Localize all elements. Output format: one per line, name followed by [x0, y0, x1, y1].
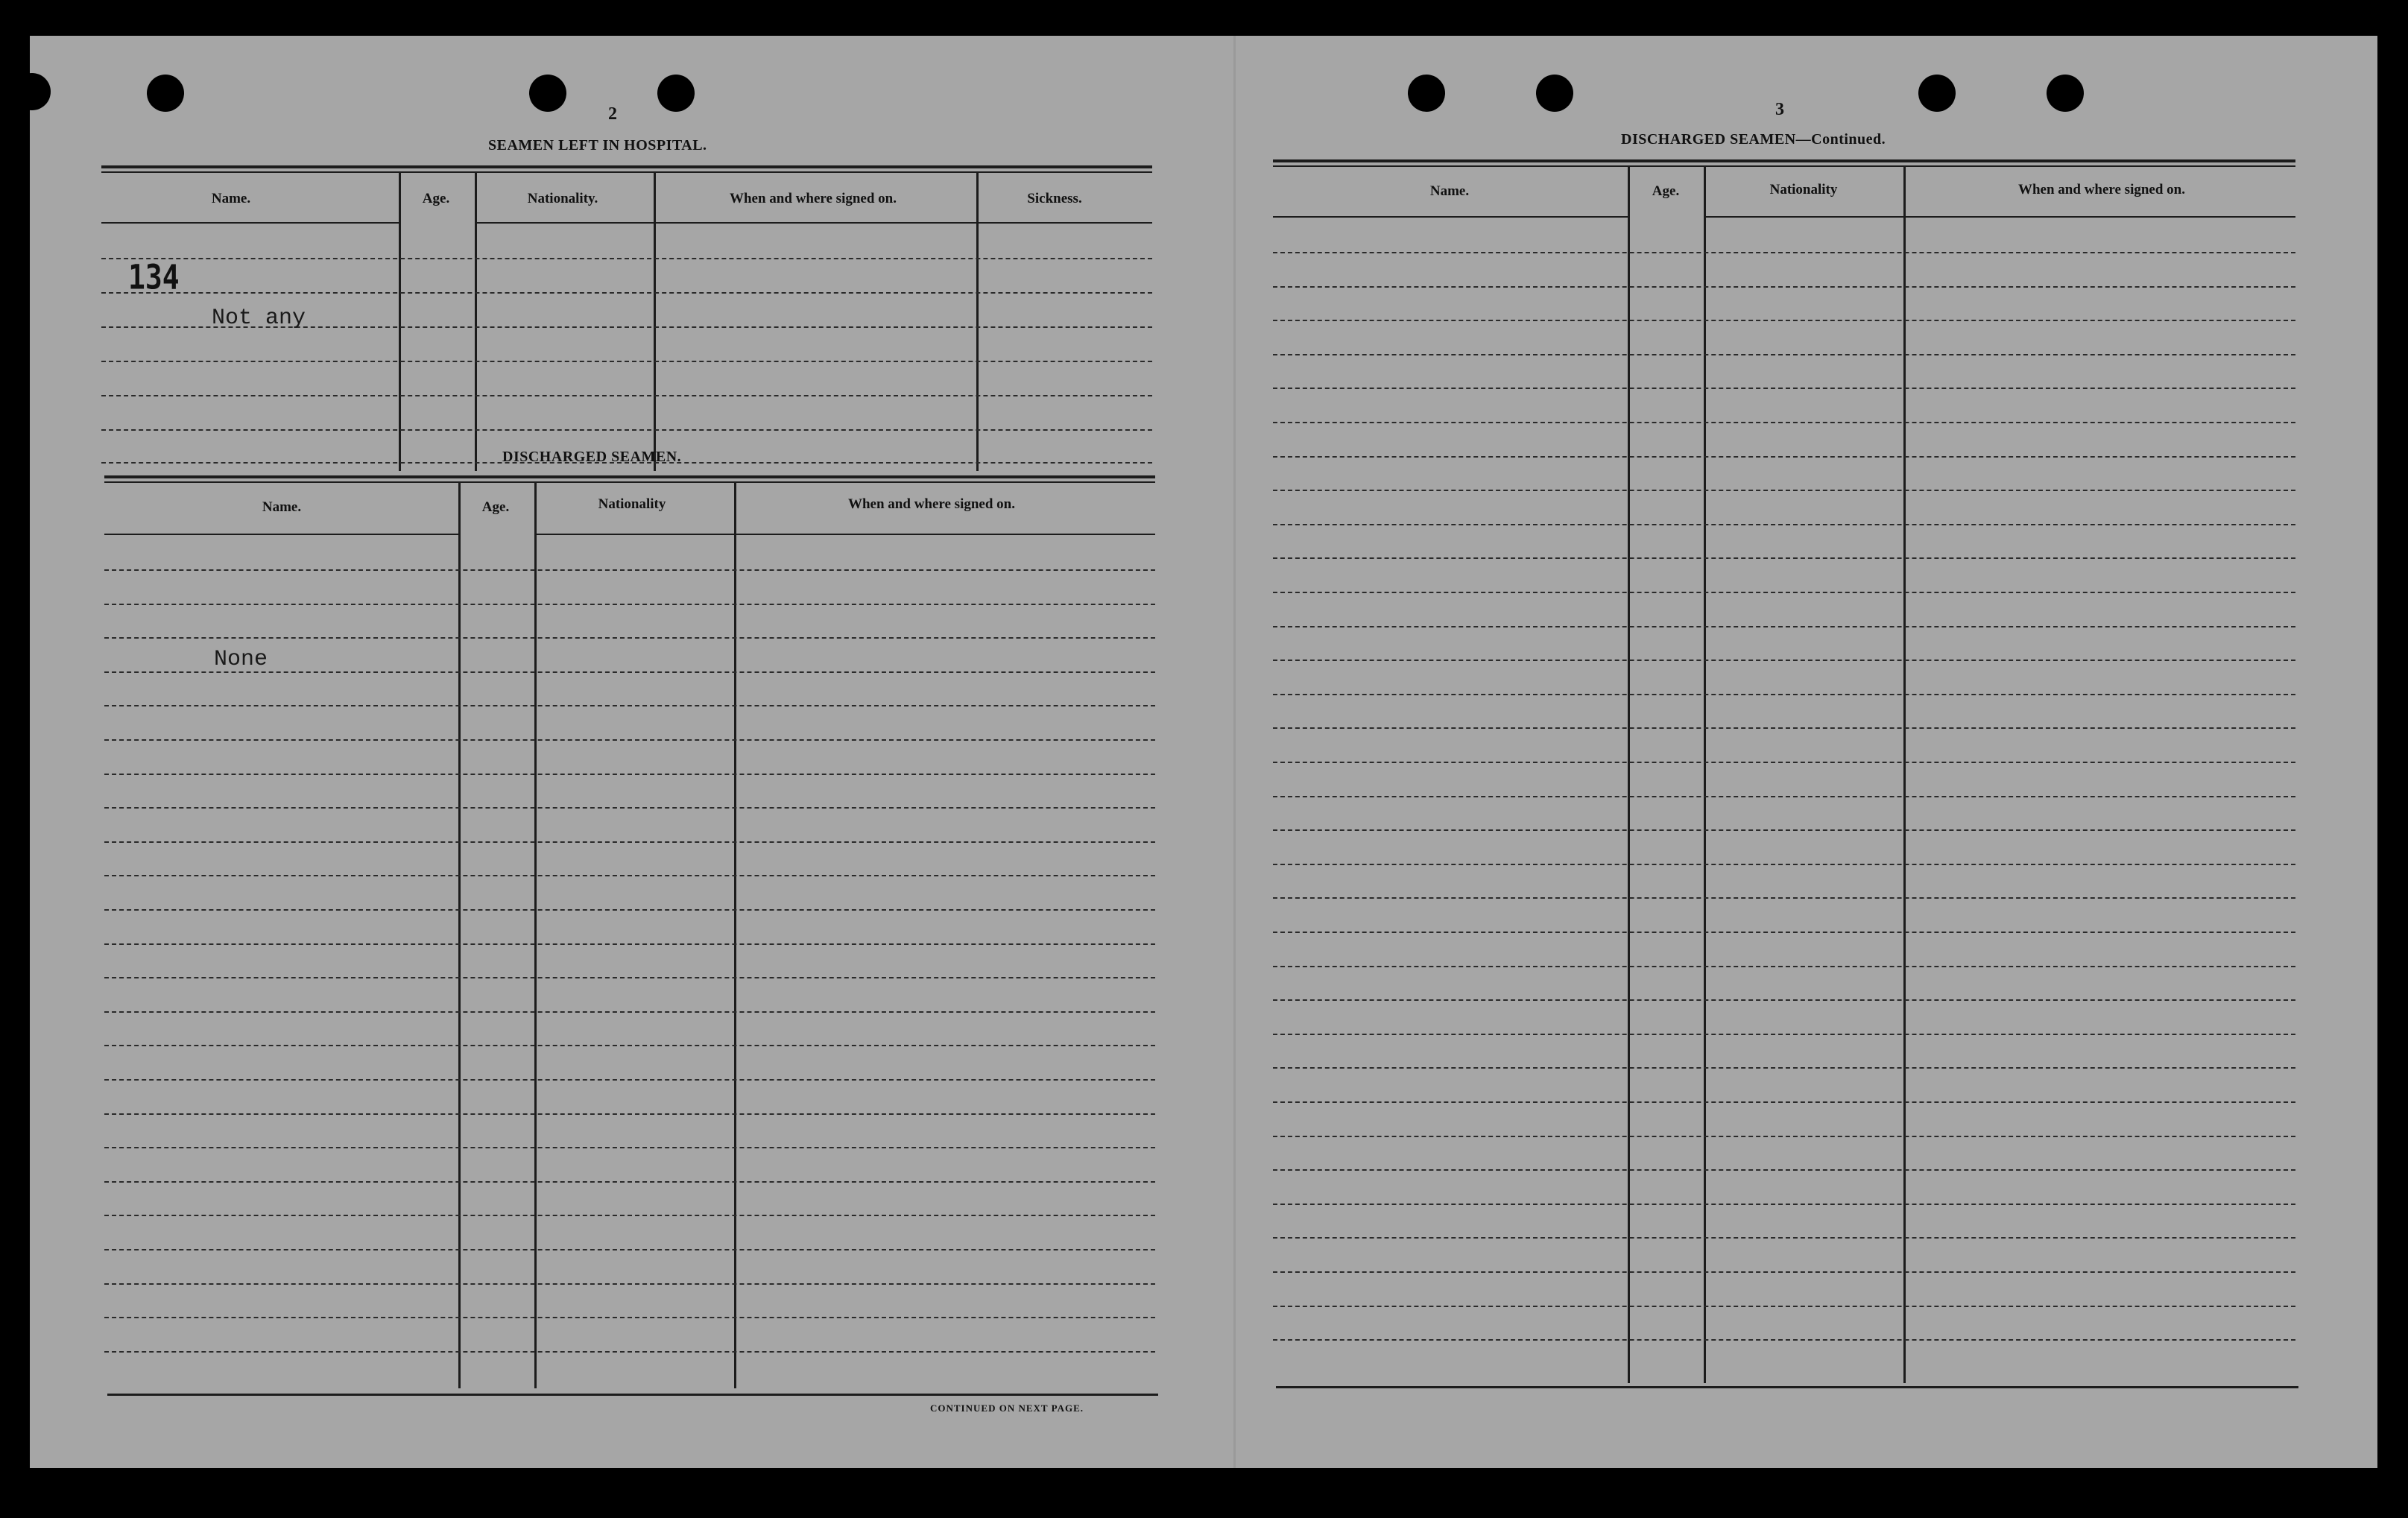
- discharged-row-line: [104, 671, 1155, 673]
- right-row-line: [1273, 694, 2295, 695]
- continued-footer: CONTINUED ON NEXT PAGE.: [930, 1402, 1084, 1414]
- punch-hole: [2047, 75, 2084, 112]
- hospital-header-underline: [477, 222, 654, 224]
- right-row-line: [1273, 829, 2295, 831]
- discharged-table-top-rule-2: [104, 481, 1155, 483]
- right-row-line: [1273, 999, 2295, 1001]
- right-row-line: [1273, 1101, 2295, 1103]
- punch-hole: [30, 73, 51, 110]
- right-row-line: [1273, 660, 2295, 661]
- right-row-line: [1273, 252, 2295, 253]
- punch-hole: [1536, 75, 1573, 112]
- hospital-section-title: SEAMEN LEFT IN HOSPITAL.: [488, 137, 707, 154]
- right-row-line: [1273, 1339, 2295, 1341]
- right-row-line: [1273, 456, 2295, 458]
- page-fold: [1233, 36, 1236, 1468]
- right-col-age: Age.: [1652, 183, 1680, 199]
- right-row-line: [1273, 524, 2295, 525]
- hospital-header-underline: [979, 222, 1152, 224]
- right-row-line: [1273, 592, 2295, 593]
- right-row-line: [1273, 897, 2295, 899]
- right-col-name: Name.: [1429, 183, 1470, 199]
- right-row-line: [1273, 1204, 2295, 1205]
- discharged-row-line: [104, 1079, 1155, 1081]
- hospital-table-top-rule: [101, 165, 1152, 168]
- left-page-number: 2: [608, 104, 617, 124]
- hospital-col-signed-on: When and where signed on.: [729, 191, 897, 206]
- right-row-line: [1273, 354, 2295, 355]
- right-col-divider: [1628, 167, 1630, 1383]
- discharged-row-line: [104, 1351, 1155, 1353]
- discharged-entry-text: None: [214, 647, 268, 672]
- discharged-row-line: [104, 1283, 1155, 1285]
- discharged-row-line: [104, 637, 1155, 639]
- right-row-line: [1273, 1237, 2295, 1239]
- discharged-row-line: [104, 604, 1155, 605]
- discharged-row-line: [104, 739, 1155, 741]
- hospital-header-underline: [101, 222, 399, 224]
- discharged-row-line: [104, 705, 1155, 706]
- hospital-col-divider: [475, 173, 477, 471]
- hospital-col-nationality: Nationality.: [527, 191, 598, 206]
- hospital-col-divider: [399, 173, 401, 471]
- right-page-number: 3: [1775, 100, 1784, 119]
- punch-hole: [1408, 75, 1445, 112]
- hospital-col-divider: [976, 173, 979, 471]
- discharged-table-top-rule: [104, 475, 1155, 478]
- right-col-divider: [1903, 167, 1906, 1383]
- right-table-bottom-rule: [1276, 1386, 2298, 1388]
- hospital-row-line: [101, 258, 1152, 259]
- right-row-line: [1273, 286, 2295, 288]
- discharged-row-line: [104, 875, 1155, 876]
- right-col-nationality: Nationality: [1769, 182, 1838, 197]
- discharged-row-line: [104, 943, 1155, 945]
- discharged-col-nationality: Nationality: [598, 496, 666, 512]
- document-sheet: [30, 36, 2377, 1468]
- right-table-top-rule-2: [1273, 165, 2295, 167]
- hospital-row-line: [101, 292, 1152, 294]
- discharged-row-line: [104, 807, 1155, 809]
- discharged-row-line: [104, 569, 1155, 571]
- discharged-col-age: Age.: [481, 499, 510, 515]
- hospital-col-divider: [654, 173, 656, 471]
- right-row-line: [1273, 727, 2295, 729]
- hospital-col-age: Age.: [422, 191, 450, 206]
- right-row-line: [1273, 1306, 2295, 1307]
- right-row-line: [1273, 762, 2295, 763]
- right-row-line: [1273, 320, 2295, 321]
- discharged-col-signed-on: When and where signed on.: [847, 496, 1016, 512]
- right-row-line: [1273, 932, 2295, 933]
- right-col-divider: [1704, 167, 1706, 1383]
- hospital-col-name: Name.: [211, 191, 251, 206]
- right-row-line: [1273, 557, 2295, 559]
- right-section-title: DISCHARGED SEAMEN—Continued.: [1621, 131, 1886, 148]
- hospital-table-top-rule-2: [101, 171, 1152, 173]
- discharged-row-line: [104, 1215, 1155, 1216]
- right-row-line: [1273, 1271, 2295, 1273]
- discharged-row-line: [104, 1113, 1155, 1115]
- discharged-row-line: [104, 909, 1155, 911]
- hospital-row-line: [101, 361, 1152, 362]
- right-row-line: [1273, 864, 2295, 865]
- discharged-row-line: [104, 1011, 1155, 1013]
- right-row-line: [1273, 1169, 2295, 1171]
- right-row-line: [1273, 490, 2295, 491]
- discharged-col-divider: [458, 483, 461, 1388]
- discharged-row-line: [104, 774, 1155, 775]
- hospital-entry-text: Not any: [212, 306, 306, 331]
- right-table-top-rule: [1273, 159, 2295, 162]
- discharged-row-line: [104, 1317, 1155, 1318]
- discharged-col-divider: [734, 483, 736, 1388]
- discharged-header-underline: [537, 534, 734, 535]
- discharged-row-line: [104, 977, 1155, 978]
- handwritten-number: 134: [128, 257, 180, 297]
- discharged-table-bottom-rule: [107, 1394, 1158, 1396]
- hospital-row-line: [101, 429, 1152, 431]
- right-row-line: [1273, 796, 2295, 797]
- discharged-header-underline: [736, 534, 1155, 535]
- discharged-row-line: [104, 841, 1155, 843]
- right-row-line: [1273, 966, 2295, 967]
- discharged-row-line: [104, 1249, 1155, 1250]
- right-header-underline: [1906, 216, 2295, 218]
- discharged-row-line: [104, 1147, 1155, 1148]
- hospital-header-underline: [656, 222, 976, 224]
- punch-hole: [529, 75, 566, 112]
- right-row-line: [1273, 1067, 2295, 1069]
- right-row-line: [1273, 1136, 2295, 1137]
- discharged-section-title: DISCHARGED SEAMEN.: [502, 449, 682, 465]
- discharged-header-underline: [104, 534, 458, 535]
- right-row-line: [1273, 388, 2295, 389]
- right-row-line: [1273, 1034, 2295, 1035]
- hospital-col-sickness: Sickness.: [1027, 191, 1082, 206]
- discharged-row-line: [104, 1181, 1155, 1183]
- discharged-col-divider: [534, 483, 537, 1388]
- discharged-col-name: Name.: [262, 499, 302, 515]
- right-header-underline: [1273, 216, 1628, 218]
- right-row-line: [1273, 422, 2295, 423]
- right-row-line: [1273, 626, 2295, 627]
- right-col-signed-on: When and where signed on.: [2017, 182, 2186, 197]
- hospital-row-line: [101, 395, 1152, 396]
- right-header-underline: [1706, 216, 1903, 218]
- punch-hole: [1918, 75, 1956, 112]
- punch-hole: [147, 75, 184, 112]
- discharged-row-line: [104, 1045, 1155, 1046]
- punch-hole: [657, 75, 695, 112]
